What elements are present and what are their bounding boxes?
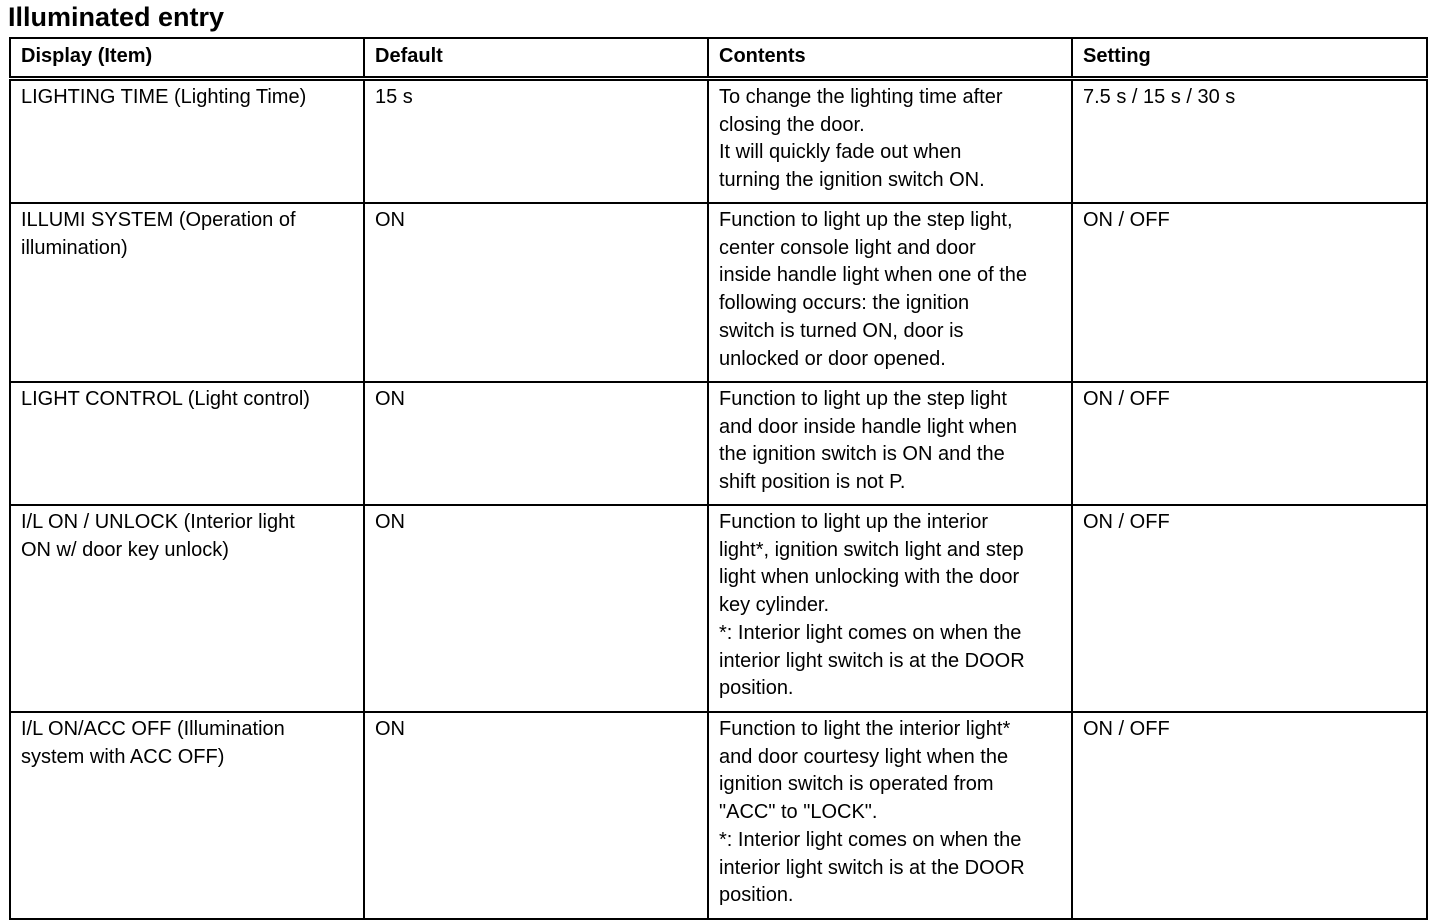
cell-default: ON (364, 203, 708, 382)
cell-setting: ON / OFF (1072, 382, 1427, 505)
cell-setting: 7.5 s / 15 s / 30 s (1072, 79, 1427, 204)
table-row (10, 203, 1427, 382)
cell-default: 15 s (364, 79, 708, 204)
page-title: Illuminated entry (8, 2, 225, 32)
cell-default: ON (364, 382, 708, 505)
table-row (10, 382, 1427, 505)
cell-contents: Function to light up the interior light*, ignition switch light and step light when unlocking with the door key cylinder. *: Interior light comes on when the interior light switch is at the DOOR position. (708, 505, 1072, 712)
header-contents: Contents (708, 38, 1072, 79)
table-row (10, 712, 1427, 919)
table-header-row (10, 38, 1427, 79)
cell-setting: ON / OFF (1072, 203, 1427, 382)
header-setting: Setting (1072, 38, 1427, 79)
cell-item: I/L ON/ACC OFF (Illumination system with ACC OFF) (10, 712, 364, 919)
cell-item: I/L ON / UNLOCK (Interior light ON w/ door key unlock) (10, 505, 364, 712)
cell-item: ILLUMI SYSTEM (Operation of illumination) (10, 203, 364, 382)
cell-default: ON (364, 712, 708, 919)
cell-setting: ON / OFF (1072, 505, 1427, 712)
cell-contents: To change the lighting time after closing the door. It will quickly fade out when turning the ignition switch ON. (708, 79, 1072, 204)
header-default: Default (364, 38, 708, 79)
table-row (10, 79, 1427, 204)
cell-contents: Function to light up the step light and door inside handle light when the ignition switch is ON and the shift position is not P. (708, 382, 1072, 505)
header-display-item: Display (Item) (10, 38, 364, 79)
cell-default: ON (364, 505, 708, 712)
cell-contents: Function to light up the step light, center console light and door inside handle light when one of the following occurs: the ignition switch is turned ON, door is unlocked or door opened. (708, 203, 1072, 382)
cell-setting: ON / OFF (1072, 712, 1427, 919)
cell-item: LIGHT CONTROL (Light control) (10, 382, 364, 505)
cell-item: LIGHTING TIME (Lighting Time) (10, 79, 364, 204)
settings-table (9, 37, 1428, 920)
table-row (10, 505, 1427, 712)
cell-contents: Function to light the interior light* and door courtesy light when the ignition switch is operated from "ACC" to "LOCK". *: Interior light comes on when the interior light switch is at the DOOR position. (708, 712, 1072, 919)
